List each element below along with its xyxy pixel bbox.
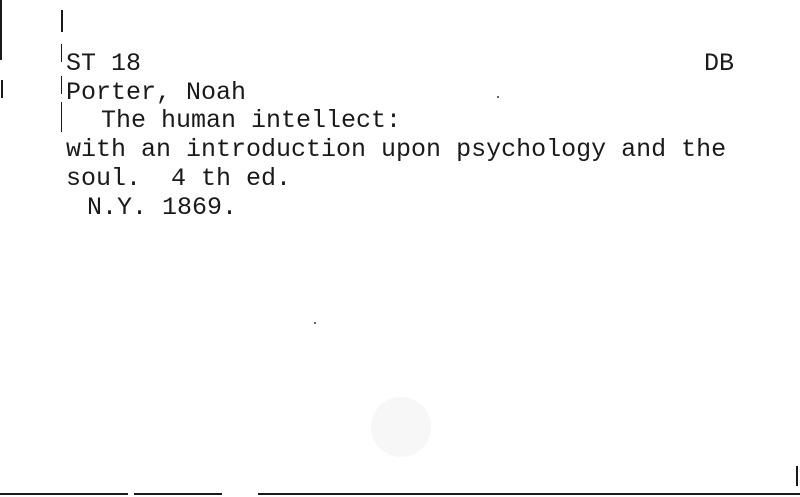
card-edge-mark (1, 80, 3, 98)
margin-rule-segment (61, 102, 62, 132)
subtitle-line: with an introduction upon psychology and the (66, 135, 727, 164)
call-number: ST 18 (66, 49, 142, 78)
bottom-edge-gap (222, 493, 258, 495)
title-line: The human intellect: (101, 106, 402, 135)
ink-speck (314, 322, 316, 324)
ink-speck (497, 96, 499, 98)
margin-rule-segment (61, 76, 62, 94)
card-bottom-edge (0, 493, 800, 495)
margin-rule-segment (61, 44, 62, 62)
card-edge-mark-right (796, 466, 798, 486)
card-edge-line (0, 0, 2, 60)
subtitle-edition-line: soul. 4 th ed. (66, 164, 292, 193)
margin-rule-segment (61, 10, 63, 32)
paper-stain (371, 397, 431, 457)
location-code: DB (704, 49, 735, 78)
bottom-edge-gap (128, 493, 134, 495)
imprint-line: N.Y. 1869. (87, 193, 238, 222)
author-heading: Porter, Noah (66, 78, 247, 107)
